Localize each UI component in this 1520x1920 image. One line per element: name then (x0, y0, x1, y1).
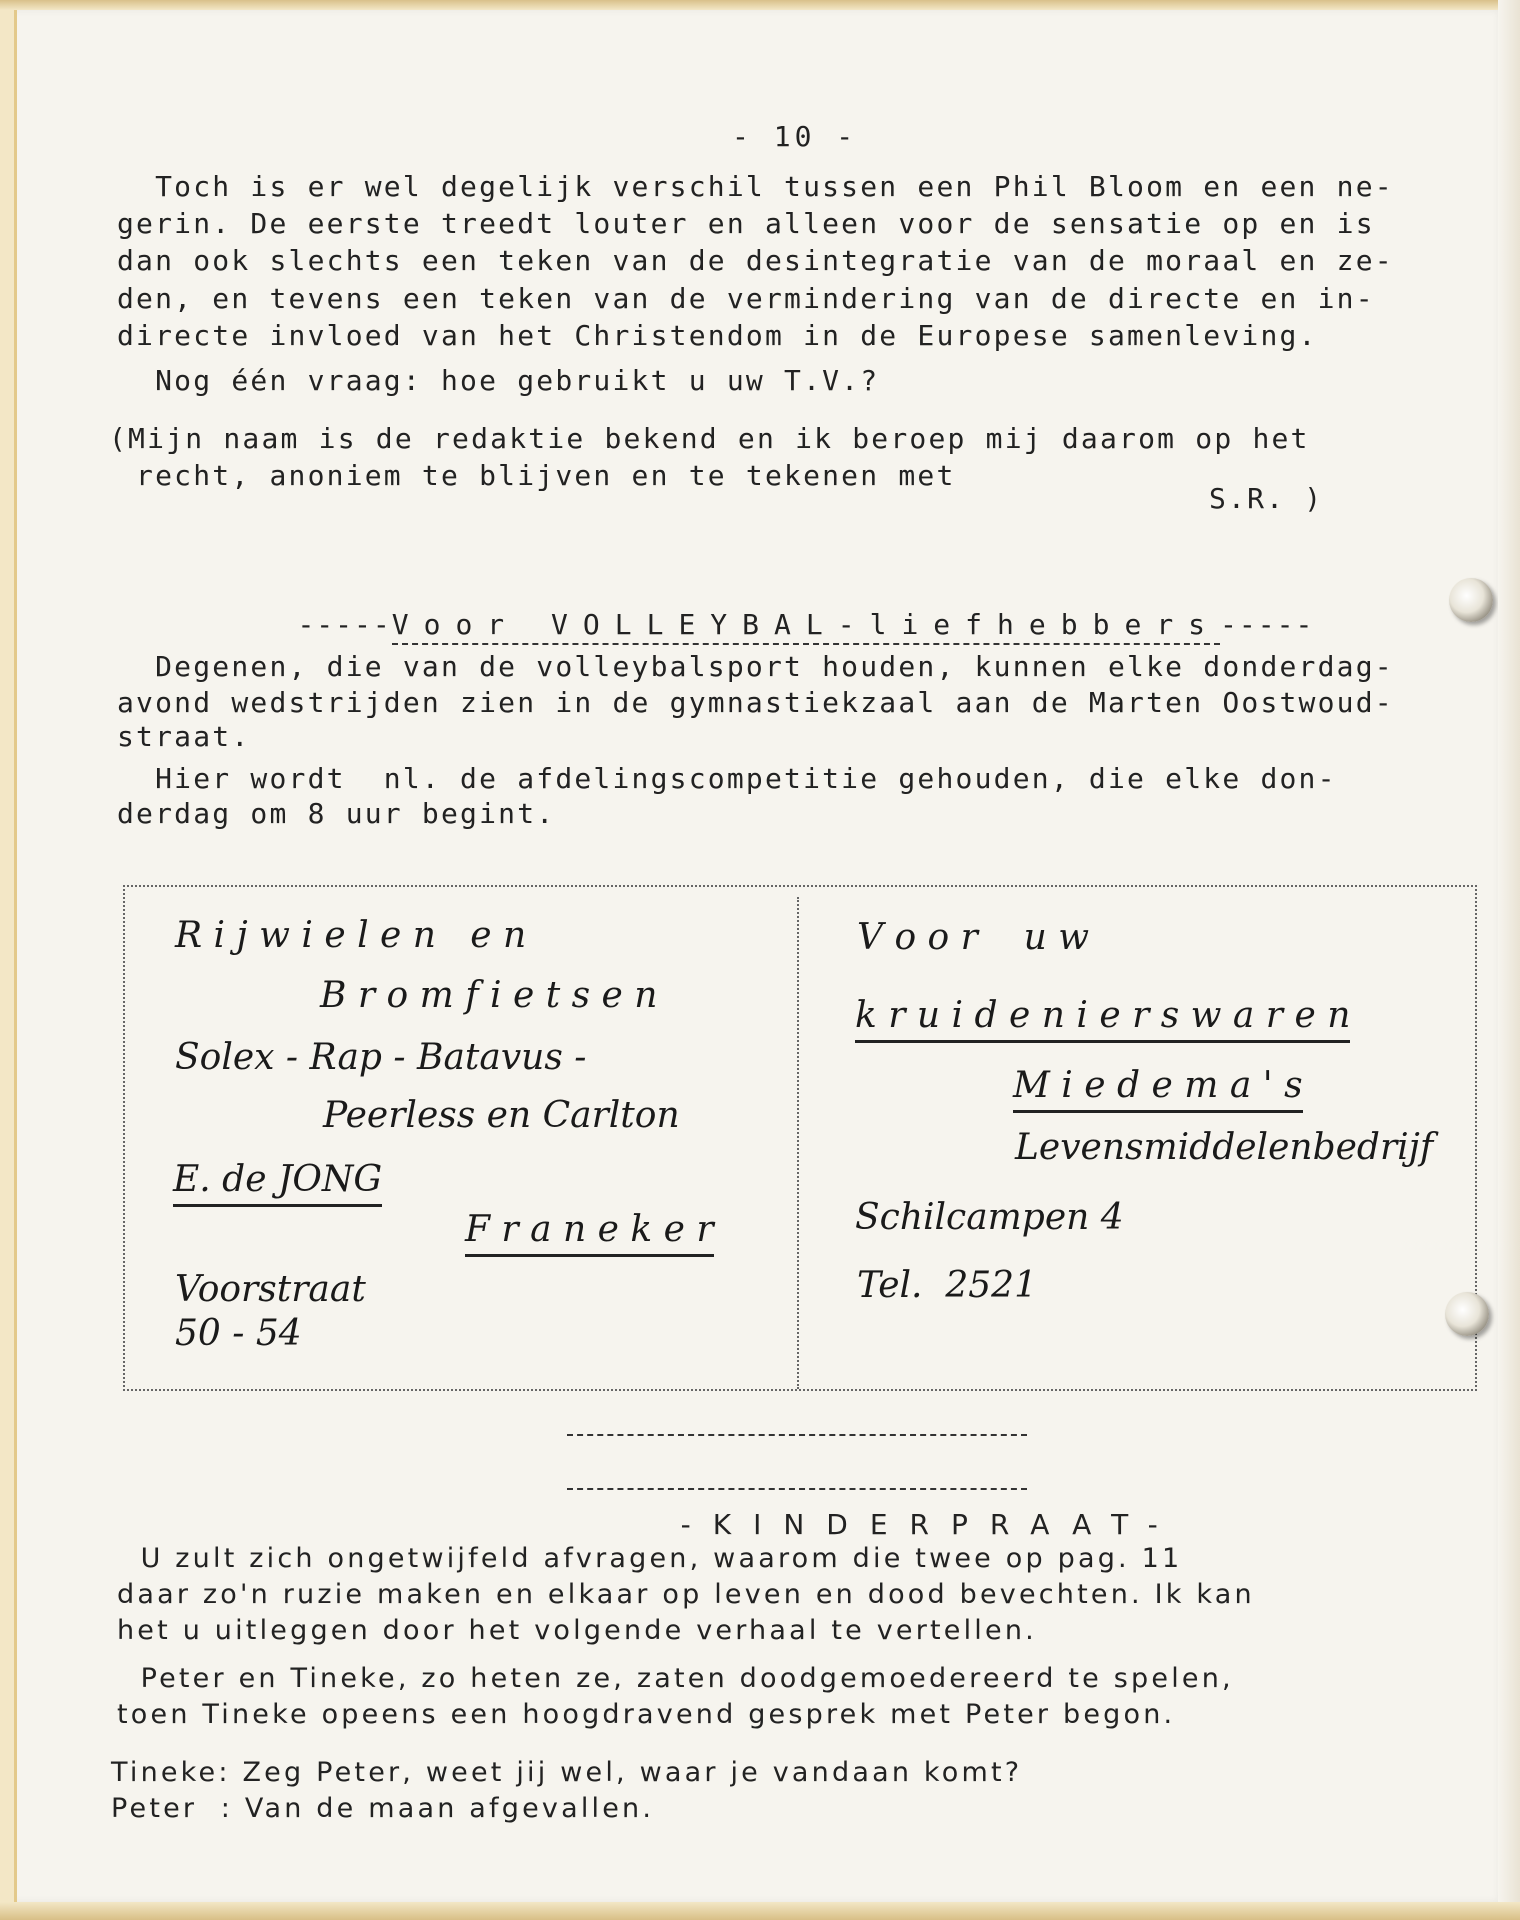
binder-hole (1449, 578, 1493, 622)
heading-dashes: ----- (297, 608, 392, 641)
heading-dashes-bottom (567, 1488, 1027, 1490)
author-signature: S.R. ) (1209, 482, 1324, 515)
page-number: - 10 - (732, 120, 858, 153)
heading-dashes-top (567, 1434, 1027, 1436)
volleyball-line: avond wedstrijden zien in de gymnastiekzaal aan de Marten Oostwoud- (117, 686, 1394, 719)
page-edge-bottom (0, 1902, 1520, 1920)
article-line: Nog één vraag: hoe gebruikt u uw T.V.? (117, 364, 880, 397)
kinderpraat-line: het u uitleggen door het volgende verhaal te vertellen. (117, 1615, 1037, 1646)
ad-left-number: 50 - 54 (175, 1313, 302, 1354)
ad-right-phone: Tel. 2521 (857, 1265, 1037, 1306)
page-edge-top (0, 0, 1520, 10)
kinderpraat-title: -KINDERPRAAT- (680, 1508, 1180, 1541)
volleyball-line: derdag om 8 uur begint. (117, 797, 556, 830)
volleyball-line: Degenen, die van de volleybalsport houden, kunnen elke donderdag- (117, 650, 1394, 683)
kinderpraat-line: U zult zich ongetwijfeld afvragen, waarom die twee op pag. 11 (117, 1543, 1183, 1574)
ad-left-owner: E. de JONG (173, 1159, 382, 1207)
ad-divider (797, 897, 799, 1389)
volleyball-line: straat. (117, 720, 251, 753)
kinderpraat-line: Peter en Tineke, zo heten ze, zaten doodgemoedereerd te spelen, (117, 1663, 1234, 1694)
article-line: dan ook slechts een teken van de desintegratie van de moraal en ze- (117, 244, 1394, 277)
ad-right-shop: M i e d e m a ' s (1013, 1065, 1303, 1113)
kinderpraat-line: daar zo'n ruzie maken en elkaar op leven en dood bevechten. Ik kan (117, 1579, 1255, 1610)
volleyball-title: Voor VOLLEYBAL-liefhebbers (392, 608, 1220, 645)
author-note-line: recht, anoniem te blijven en te tekenen met (117, 459, 956, 492)
ad-left-brands: Peerless en Carlton (323, 1095, 680, 1136)
article-line: Toch is er wel degelijk verschil tussen een Phil Bloom en een ne- (117, 170, 1394, 203)
ad-right-line2: k r u i d e n i e r s w a r e n (855, 995, 1350, 1043)
dialogue-line: Peter : Van de maan afgevallen. (111, 1793, 655, 1824)
article-line: den, en tevens een teken van de vermindering van de directe en in- (117, 282, 1375, 315)
ad-left-town: F r a n e k e r (465, 1209, 714, 1257)
article-line: directe invloed van het Christendom in de Europese samenleving. (117, 319, 1318, 352)
binder-hole (1445, 1292, 1489, 1336)
ad-left-line1: R i j w i e l e n e n (175, 915, 527, 956)
magazine-page (14, 10, 1505, 1902)
author-note-line: (Mijn naam is de redaktie bekend en ik beroep mij daarom op het (109, 422, 1310, 455)
kinderpraat-line: toen Tineke opeens een hoogdravend gesprek met Peter begon. (117, 1699, 1176, 1730)
ad-right-subtitle: Levensmiddelenbedrijf (1015, 1127, 1434, 1168)
dialogue-line: Tineke: Zeg Peter, weet jij wel, waar je vandaan komt? (111, 1757, 1023, 1788)
ad-left-line2: B r o m f i e t s e n (320, 975, 658, 1016)
ad-left-brands: Solex - Rap - Batavus - (175, 1037, 587, 1078)
page-edge-right (1498, 0, 1520, 1920)
ad-right-address: Schilcampen 4 (855, 1197, 1124, 1238)
ad-right-line1: V o o r u w (857, 917, 1090, 958)
volleyball-line: Hier wordt nl. de afdelingscompetitie gehouden, die elke don- (117, 762, 1337, 795)
article-line: gerin. De eerste treedt louter en alleen voor de sensatie op en is (117, 207, 1375, 240)
advertisement-box (123, 885, 1477, 1391)
heading-dashes: ----- (1220, 608, 1315, 641)
ad-left-street: Voorstraat (175, 1269, 366, 1310)
